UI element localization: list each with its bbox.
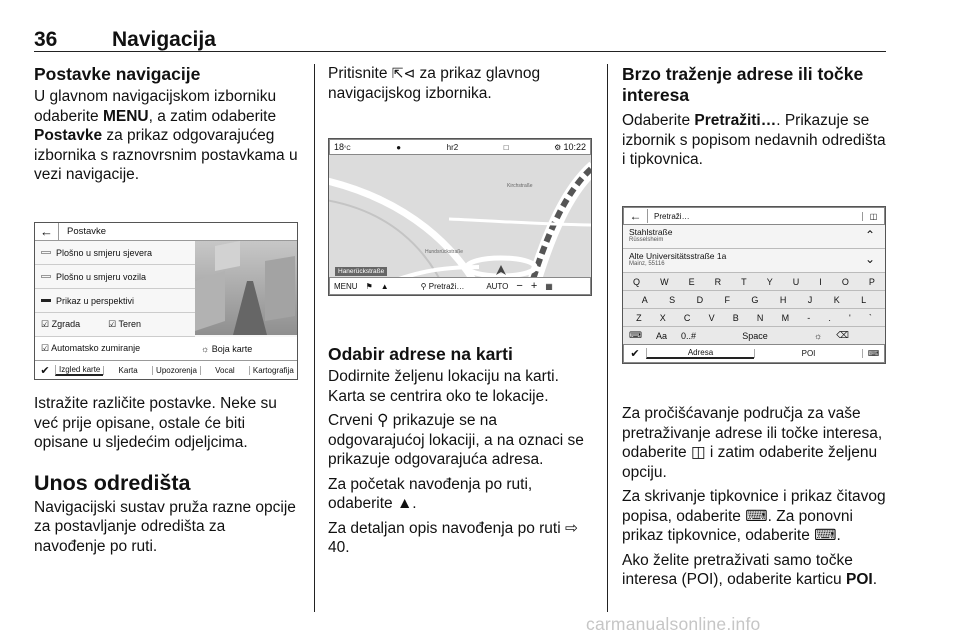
checkbox-auto-zoom[interactable]: ☑ Automatsko zumiranje <box>41 343 141 353</box>
keyboard-icon[interactable]: ⌨ <box>629 330 642 340</box>
keyboard-key[interactable]: C <box>683 312 691 323</box>
backspace-icon[interactable]: ⌫ <box>836 330 850 340</box>
zoom-in-icon[interactable]: + <box>530 280 538 292</box>
paragraph-detail: Za detaljan opis navođenja po ruti ⇨ 40. <box>328 519 578 556</box>
column-divider <box>314 64 315 612</box>
keyboard-key[interactable]: N <box>756 312 764 323</box>
inactive-line-icon <box>41 251 51 254</box>
keyboard-key[interactable]: Q <box>633 276 641 287</box>
options-icon[interactable]: ▦ <box>545 281 553 291</box>
keyboard-key[interactable]: E <box>688 276 695 287</box>
current-street-label: Hanerückstraße <box>335 267 387 276</box>
list-item-north-up[interactable]: Plošno u smjeru sjevera <box>35 241 195 265</box>
space-key[interactable]: Space <box>742 330 768 341</box>
paragraph-refine: Za pročišćavanje područja za vaše pretraživanje adrese ili točke interesa, odaberite ◫ i zatim odaberite željenu opciju. <box>622 405 883 481</box>
voice-icon[interactable]: ☼ <box>814 330 823 341</box>
auto-zoom-button[interactable]: AUTO <box>486 281 509 291</box>
tab-karta[interactable]: Karta <box>103 366 151 375</box>
phone-icon[interactable]: □ <box>503 142 509 152</box>
keyboard-key[interactable]: V <box>708 312 715 323</box>
settings-list <box>35 241 195 313</box>
keyboard-key[interactable]: Z <box>636 312 642 323</box>
chevron-up-icon[interactable]: ⌃ <box>864 228 875 242</box>
checkbox-teren[interactable]: ☑ Teren <box>108 319 142 329</box>
keyboard-key[interactable]: ' <box>849 312 851 323</box>
keyboard-key[interactable]: . <box>828 312 831 323</box>
show-keyboard-icon: ⌨ <box>814 527 837 544</box>
screenshot-title: Postavke <box>67 226 107 237</box>
menu-button[interactable]: MENU <box>334 281 358 291</box>
page-reference-icon: ⇨ <box>564 519 578 537</box>
settings-gear-icon[interactable]: ⚙ 10:22 <box>554 142 586 152</box>
active-line-icon <box>41 299 51 302</box>
checkmark-icon[interactable]: ✔ <box>630 348 640 360</box>
map-color-button[interactable]: ☼ Boja karte <box>201 343 253 354</box>
keyboard-row-2 <box>623 291 885 309</box>
map-label-street-2: Kirchstraße <box>507 183 533 189</box>
map-bottom-bar <box>329 277 591 295</box>
keyboard-key[interactable]: A <box>641 294 648 305</box>
keyboard-key[interactable]: I <box>819 276 822 287</box>
tab-izgled-karte[interactable]: Izgled karte <box>55 365 103 376</box>
keyboard-key[interactable]: G <box>751 294 759 305</box>
nav-arrow-icon: ⇱⊲ <box>391 65 416 81</box>
column-1 <box>34 64 298 190</box>
case-key[interactable]: Aa <box>656 330 668 341</box>
checkbox-zgrada[interactable]: ☑ Zgrada <box>41 319 81 329</box>
list-item-heading-up[interactable]: Plošno u smjeru vozila <box>35 265 195 289</box>
recent-item[interactable]: Stahlstraße Rüsselsheim ⌃ <box>623 225 885 249</box>
search-bar <box>623 207 885 225</box>
keyboard-key[interactable]: P <box>868 276 875 287</box>
keyboard-key[interactable]: J <box>807 294 813 305</box>
checkmark-icon[interactable]: ✔ <box>40 364 50 377</box>
tab-adresa[interactable]: Adresa <box>646 348 754 359</box>
keyboard-key[interactable]: S <box>669 294 676 305</box>
heading-brzo-trazenje: Brzo traženje adrese ili točke interesa <box>622 64 864 105</box>
chevron-down-icon[interactable]: ⌄ <box>864 252 875 266</box>
paragraph-select-search: Odaberite Pretražiti…. Prikazuje se izbornik s popisom nedavnih odredišta i tipkovnica. <box>622 112 886 168</box>
keyboard-key[interactable]: X <box>659 312 666 323</box>
keyboard-row-1 <box>623 273 885 291</box>
column-2-lower <box>328 344 594 563</box>
person-icon[interactable]: ▲ <box>380 281 389 291</box>
tab-poi[interactable]: POI <box>754 349 862 358</box>
hide-keyboard-icon: ⌨ <box>745 507 768 525</box>
tab-vocal[interactable]: Vocal <box>200 366 248 375</box>
search-screenshot <box>622 206 886 364</box>
heading-odabir-adrese: Odabir adrese na karti <box>328 344 513 364</box>
filter-icon[interactable]: ◫ <box>862 212 884 221</box>
keyboard-key[interactable]: L <box>861 294 867 305</box>
map-preview <box>195 241 298 335</box>
zoom-out-icon[interactable]: − <box>516 280 523 292</box>
keyboard-key[interactable]: R <box>714 276 722 287</box>
page-header <box>34 28 886 52</box>
settings-tabs <box>35 360 297 379</box>
heading-postavke-navigacije: Postavke navigacije <box>34 64 201 84</box>
keyboard-key[interactable]: Y <box>766 276 773 287</box>
numbers-key[interactable]: 0..# <box>681 330 697 341</box>
settings-screenshot <box>34 222 298 380</box>
heading-unos-odredista: Unos odredišta <box>34 470 191 495</box>
map-label-street-1: Hundsrückstraße <box>425 249 464 255</box>
tab-upozorenja[interactable]: Upozorenja <box>152 366 200 375</box>
city-3d-graphic <box>195 241 298 335</box>
back-arrow-icon[interactable]: ← <box>624 209 648 223</box>
filter-columns-icon: ◫ <box>690 444 706 461</box>
temperature-label: 18°C <box>334 142 351 152</box>
back-arrow-icon[interactable]: ← <box>35 223 59 241</box>
keyboard-key[interactable]: K <box>833 294 840 305</box>
column-3-lower <box>622 404 888 595</box>
recent-item[interactable]: Alte Universitätsstraße 1a Mainz, 55116 ⌄ <box>623 249 885 273</box>
column-2 <box>328 64 594 108</box>
keyboard-key[interactable]: - <box>807 312 811 323</box>
map-status-bar <box>329 139 591 155</box>
search-input[interactable]: Pretraži… <box>654 211 690 221</box>
keyboard-key[interactable]: ` <box>868 312 872 323</box>
keyboard-key[interactable]: T <box>741 276 747 287</box>
search-button[interactable]: ⚲ Pretraži… <box>420 281 465 291</box>
keyboard-key[interactable]: O <box>841 276 849 287</box>
status-mid: hr2 <box>446 142 459 152</box>
column-divider <box>607 64 608 612</box>
location-icon[interactable]: ● <box>396 142 402 152</box>
keyboard-toggle-icon[interactable]: ⌨ <box>862 349 884 358</box>
checkbox-row <box>35 313 195 337</box>
watermark: carmanualsonline.info <box>586 614 761 634</box>
keyboard-row-3 <box>623 309 885 327</box>
keyboard-key[interactable]: F <box>724 294 730 305</box>
list-item-perspective[interactable]: Prikaz u perspektivi <box>35 289 195 313</box>
paragraph-press-nav: Pritisnite ⇱⊲ za prikaz glavnog navigacijskog izbornika. <box>328 65 541 102</box>
paragraph-intro: U glavnom navigacijskom izborniku odaberite MENU, a zatim odaberite Postavke za prikaz odgovarajućeg izbornika s raznovrsnim postavkama u vezi navigacije. <box>34 88 298 183</box>
paragraph-explore: Istražite različite postavke. Neke su već prije opisane, ostale će biti opisane u sljedećim odjeljcima. <box>34 395 277 451</box>
keyboard-key[interactable]: W <box>660 276 669 287</box>
red-pin-icon: ⚲ <box>377 412 389 429</box>
keyboard-key[interactable]: B <box>732 312 739 323</box>
map-screenshot <box>328 138 592 296</box>
paragraph-hide-keyboard: Za skrivanje tipkovnice i prikaz čitavog popisa, odaberite ⌨. Za ponovni prikaz tipkovnice, odaberite ⌨. <box>622 488 886 544</box>
keyboard-row-4 <box>623 327 885 345</box>
start-navigation-icon: ▲ <box>396 495 413 512</box>
checkbox-row-2 <box>35 337 297 361</box>
tab-kartografija[interactable]: Kartografija <box>249 366 297 375</box>
keyboard-key[interactable]: D <box>696 294 704 305</box>
flag-icon[interactable]: ⚑ <box>365 281 373 291</box>
column-3 <box>622 64 888 175</box>
page-number: 36 <box>34 28 58 51</box>
paragraph-poi: Ako želite pretraživati samo točke interesa (POI), odaberite karticu POI. <box>622 551 878 588</box>
screenshot-titlebar <box>35 223 297 241</box>
search-tabs <box>623 344 885 363</box>
column-1-lower <box>34 394 298 561</box>
section-title: Navigacija <box>112 28 216 51</box>
keyboard-key[interactable]: M <box>781 312 790 323</box>
paragraph-start-route: Za početak navođenja po ruti, odaberite ▲. <box>328 475 533 512</box>
paragraph-touch-map: Dodirnite željenu lokaciju na karti. Karta se centrira oko te lokacije. <box>328 368 559 405</box>
paragraph-options: Navigacijski sustav pruža razne opcije za postavljanje odredišta za navođenje po ruti. <box>34 498 296 555</box>
keyboard-key[interactable]: H <box>779 294 787 305</box>
inactive-line-icon <box>41 275 51 278</box>
paragraph-red-pin: Crveni ⚲ prikazuje se na odgovarajućoj lokaciji, a na oznaci se prikazuje odgovarajuća adresa. <box>328 412 584 468</box>
keyboard-key[interactable]: U <box>792 276 800 287</box>
